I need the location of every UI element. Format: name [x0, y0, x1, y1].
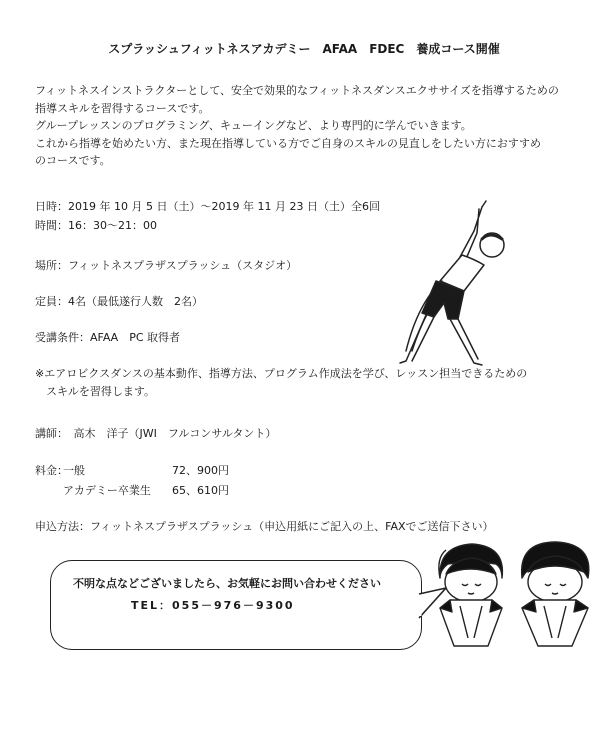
- stretching-woman-icon: [378, 193, 508, 378]
- intro-line: のコースです。: [35, 154, 111, 167]
- fee-alumni-amount: 65、610円: [172, 484, 229, 497]
- note-line: ※エアロビクスダンスの基本動作、指導方法、プログラム作成法を学び、レッスン担当できるための: [35, 367, 528, 380]
- intro-paragraph: [35, 82, 559, 170]
- fee-general-label: 一般: [63, 464, 85, 477]
- intro-line: グループレッスンのプログラミング、キューイングなど、より専門的に学んでいきます。: [35, 119, 472, 132]
- contact-tel: TEL：055－976－9300: [131, 599, 295, 612]
- contact-message: 不明な点などございましたら、お気軽にお問い合わせください: [73, 577, 381, 590]
- fee-alumni-label: アカデミー卒業生: [63, 484, 151, 497]
- schedule-line: 日時：2019 年 10 月 5 日（土）～2019 年 11 月 23 日（土）全6回: [35, 200, 380, 213]
- instructor-line: 講師： 高木 洋子（JWI フルコンサルタント）: [35, 427, 277, 440]
- requirement-line: 受講条件：AFAA PC 取得者: [35, 331, 181, 344]
- bowing-children-icon: [430, 538, 600, 658]
- intro-line: フィットネスインストラクターとして、安全で効果的なフィットネスダンスエクササイズを指導するための: [35, 84, 559, 97]
- fee-label: 料金：: [35, 464, 68, 477]
- intro-line: これから指導を始めたい方、また現在指導している方でご自身のスキルの見直しをしたい方におすすめ: [35, 136, 541, 150]
- venue-line: 場所：フィットネスプラザスプラッシュ（スタジオ）: [35, 259, 298, 272]
- note-line: スキルを習得します。: [35, 385, 156, 398]
- time-line: 時間：16：30～21：00: [35, 219, 157, 232]
- application-line: 申込方法：フィットネスプラザスプラッシュ（申込用紙にご記入の上、FAXでご送信下さい）: [35, 520, 494, 533]
- intro-line: 指導スキルを習得するコースです。: [35, 101, 210, 115]
- capacity-line: 定員：4名（最低遂行人数 2名）: [35, 295, 203, 308]
- page-title: スプラッシュフィットネスアカデミー AFAA FDEC 養成コース開催: [108, 42, 500, 56]
- contact-bubble: [50, 560, 422, 650]
- fee-general-amount: 72、900円: [172, 464, 229, 477]
